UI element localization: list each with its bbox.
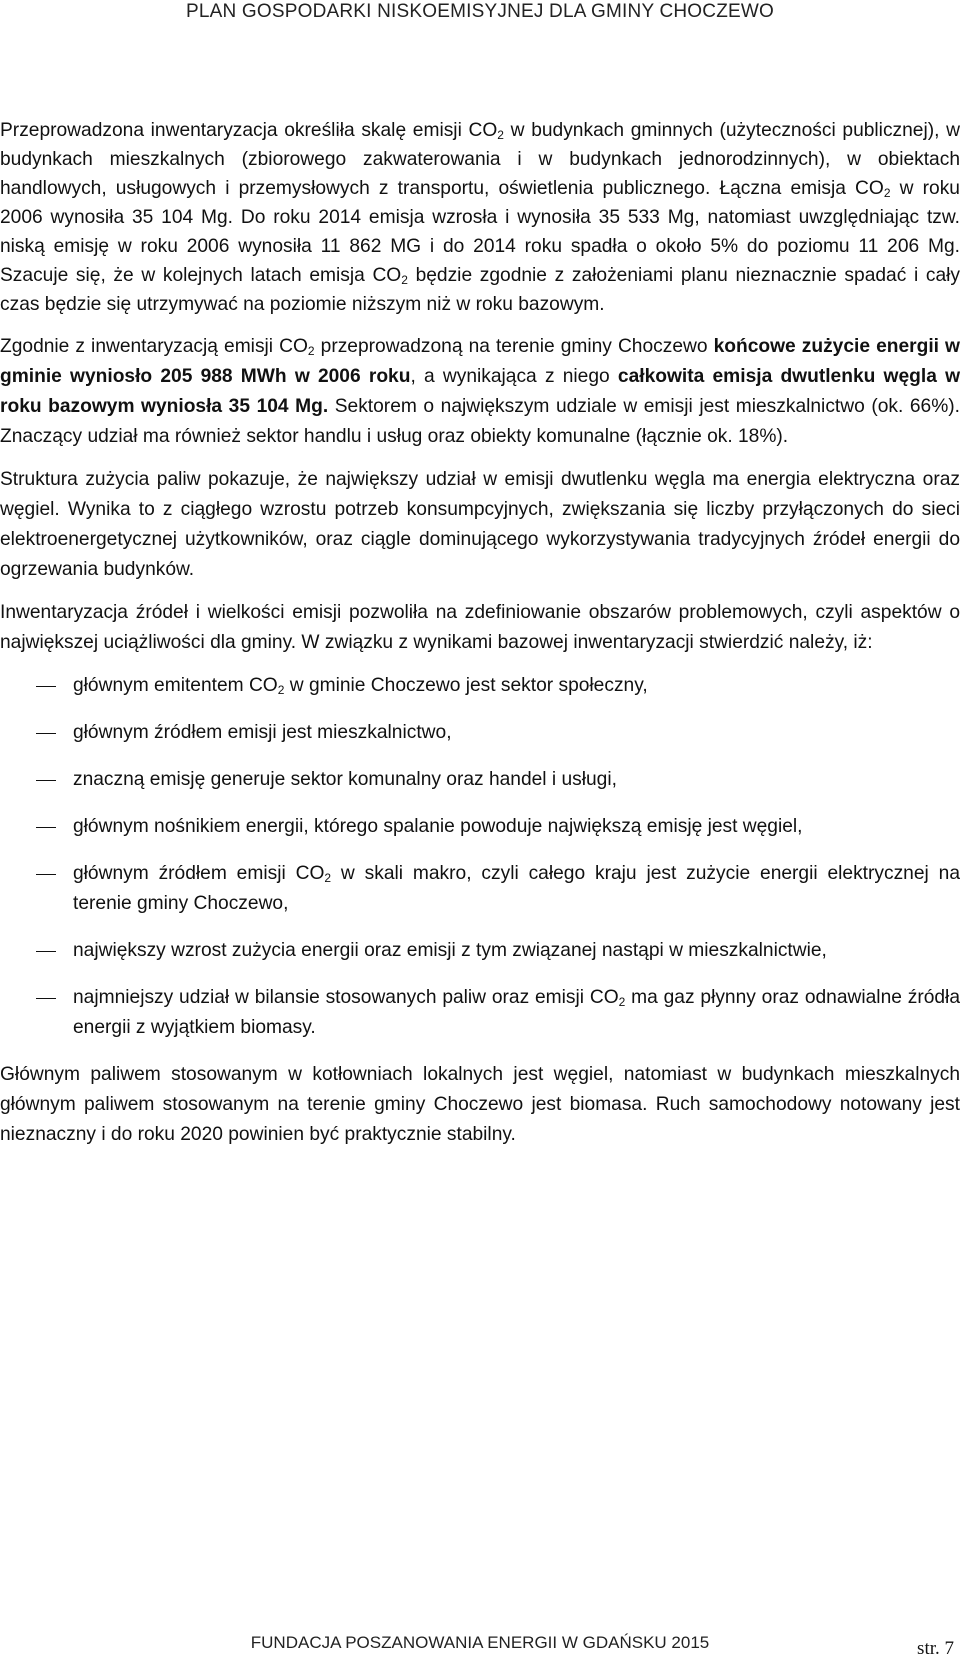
text-span: w budynkach gminnych (użyteczności publicznej), w budynkach mieszkalnych (zbiorowego zakwaterowania i w budynkach jednorodzinnych), w obiektach handlowych, usługowych i przemysłowych z transportu, oświetlenia publicznego. Łączna emisja CO: [0, 120, 960, 199]
list-item: [0, 718, 960, 748]
text-span: Zgodnie z inwentaryzacją emisji CO: [0, 336, 308, 357]
subscript: 2: [618, 995, 626, 1009]
subscript: 2: [324, 871, 332, 885]
paragraph-fuels-and-transport: Głównym paliwem stosowanym w kotłowniach lokalnych jest węgiel, natomiast w budynkach mieszkalnych głównym paliwem stosowanym na terenie gminy Choczewo jest biomasa. Ruch samochodowy notowany jest nieznaczny i do roku 2020 powinien być praktycznie stabilny.: [0, 1064, 960, 1145]
text-span: , a wynikająca z niego: [410, 366, 618, 387]
text-span: znaczną emisję generuje sektor komunalny oraz handel i usługi,: [73, 769, 617, 790]
subscript: 2: [883, 186, 891, 200]
list-item: [0, 671, 960, 701]
dash-bullet: [36, 951, 56, 952]
text-span: będzie zgodnie z założeniami planu nieznacznie spadać i cały czas będzie się utrzymywać na poziomie niższym niż w roku bazowym.: [0, 265, 960, 315]
dash-bullet: [36, 780, 56, 781]
findings-list: [0, 671, 960, 1043]
text-span: głównym nośnikiem energii, którego spalanie powoduje największą emisję jest węgiel,: [73, 816, 803, 837]
dash-bullet: [36, 998, 56, 999]
paragraph-fuel-structure: Struktura zużycia paliw pokazuje, że największy udział w emisji dwutlenku węgla ma energia elektryczna oraz węgiel. Wynika to z ciągłego wzrostu potrzeb konsumpcyjnych, zwiększania się liczby przyłączonych do sieci elektroenergetycznej użytkowników, oraz ciągle dominującego wykorzystywania tradycyjnych źródeł energii do ogrzewania budynków.: [0, 469, 960, 580]
text-span: największy wzrost zużycia energii oraz emisji z tym związanej nastąpi w mieszkalnictwie,: [73, 940, 827, 961]
page-header: PLAN GOSPODARKI NISKOEMISYJNEJ DLA GMINY CHOCZEWO: [185, 1, 774, 22]
text-span: głównym źródłem emisji jest mieszkalnictwo,: [73, 722, 452, 743]
bold-text: całkowita emisja dwutlenku węgla w roku bazowym wyniosła 35 104 Mg.: [0, 366, 960, 417]
text-span: przeprowadzoną na terenie gminy Choczewo: [314, 336, 714, 357]
text-span: najmniejszy udział w bilansie stosowanych paliw oraz emisji CO: [73, 987, 619, 1008]
bold-text: końcowe zużycie energii w gminie wyniosło 205 988 MWh w 2006 roku: [0, 336, 960, 387]
subscript: 2: [307, 344, 315, 358]
dash-bullet: [36, 733, 56, 734]
text-span: głównym emitentem CO: [73, 675, 278, 696]
text-span: w roku 2006 wynosiła 35 104 Mg. Do roku 2014 emisja wzrosła i wynosiła 35 533 Mg, natomiast uwzględniając tzw. niską emisję w roku 2006 wynosiła 11 862 MG i do 2014 roku spadła o około 5% do poziomu 11 206 Mg. Szacuje się, że w kolejnych latach emisja CO: [0, 178, 960, 286]
text-span: Sektorem o największym udziale w emisji jest mieszkalnictwo (ok. 66%). Znaczący udział ma również sektor handlu i usług oraz obiekty komunalne (łącznie ok. 18%).: [0, 396, 960, 447]
page-number: str. 7: [917, 1638, 954, 1659]
dash-bullet: [36, 827, 56, 828]
list-item: [0, 765, 960, 795]
paragraph-emissions-overview: [0, 116, 960, 319]
text-span: ma gaz płynny oraz odnawialne źródła energii z wyjątkiem biomasy.: [73, 987, 960, 1038]
list-item: [0, 983, 960, 1043]
document-body: [0, 116, 960, 1163]
list-item: [0, 812, 960, 842]
paragraph-problem-areas: Inwentaryzacja źródeł i wielkości emisji pozwoliła na zdefiniowanie obszarów problemowych, czyli aspektów o największej uciążliwości dla gminy. W związku z wynikami bazowej inwentaryzacji stwierdzić należy, iż:: [0, 602, 960, 653]
text-span: Przeprowadzona inwentaryzacja określiła skalę emisji CO: [0, 120, 498, 141]
dash-bullet: [36, 874, 56, 875]
subscript: 2: [401, 273, 408, 287]
text-span: głównym źródłem emisji CO: [73, 863, 325, 884]
subscript: 2: [277, 683, 285, 697]
text-span: w skali makro, czyli całego kraju jest zużycie energii elektrycznej na terenie gminy Choczewo,: [73, 863, 960, 914]
paragraph-inventory-results: [0, 332, 960, 452]
subscript: 2: [497, 128, 504, 142]
list-item: [0, 859, 960, 919]
dash-bullet: [36, 686, 56, 687]
text-span: w gminie Choczewo jest sektor społeczny,: [284, 675, 648, 696]
page-footer: FUNDACJA POSZANOWANIA ENERGII W GDAŃSKU 2015: [250, 1633, 710, 1652]
list-item: [0, 936, 960, 966]
